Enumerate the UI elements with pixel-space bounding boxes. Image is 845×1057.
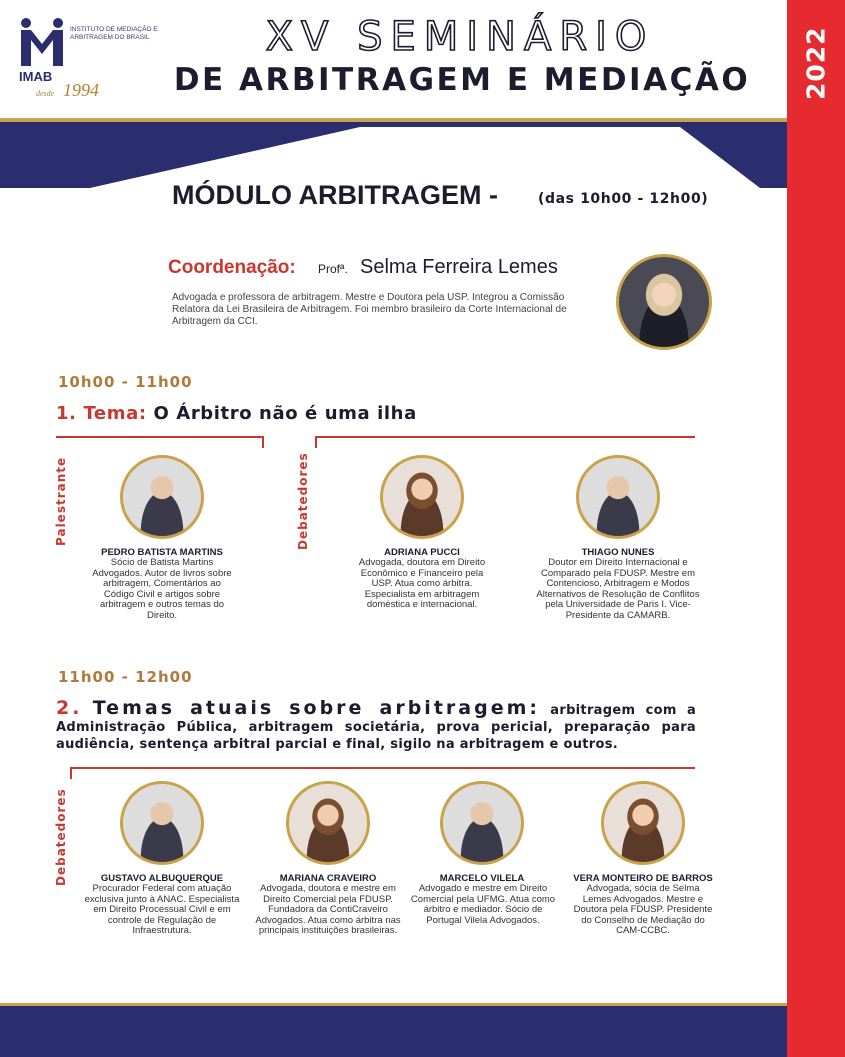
debater-bio: Advogada, doutora em Direito Econômico e Financeiro pela USP. Atua como árbitra. Especialista em arbitragem doméstica e internacional.	[358, 557, 486, 610]
debater-avatar	[440, 781, 524, 865]
session1-time: 10h00 - 11h00	[58, 373, 193, 391]
session1-number: 1.	[56, 403, 77, 424]
header-band	[0, 122, 787, 188]
seminar-title-line2: DE ARBITRAGEM E MEDIAÇÃO	[173, 62, 751, 98]
speaker-bracket-line	[56, 436, 262, 438]
session2-topic	[56, 697, 697, 753]
debater-bio: Advogada, sócia de Selma Lemes Advogados. Mestre e Doutora pela FDUSP. Presidente do Conselho de Mediação do CAM-CCBC.	[573, 883, 713, 936]
imab-logo-icon	[18, 16, 66, 68]
session1-topic-text: O Árbitro não é uma ilha	[153, 403, 417, 424]
debater-name: THIAGO NUNES	[581, 547, 655, 558]
debater-avatar	[576, 455, 660, 539]
side-band	[787, 0, 845, 1057]
debater-name: GUSTAVO ALBUQUERQUE	[100, 873, 224, 884]
speaker-name: PEDRO BATISTA MARTINS	[101, 547, 223, 558]
speaker-bracket-tick	[262, 436, 264, 448]
debaters-bracket-line	[315, 436, 695, 438]
session2-time: 11h00 - 12h00	[58, 668, 193, 686]
logo-desde: desde	[36, 89, 55, 98]
debater-name: MARIANA CRAVEIRO	[279, 873, 377, 884]
coordination-label: Coordenação:	[168, 257, 296, 278]
session2-topic-detail: arbitragem com a Administração Pública, arbitragem societária, prova pericial, preparação para audiência, sentença arbitral parcial e final, sigilo na arbitragem e outros.	[56, 703, 697, 752]
coordinator-name: Selma Ferreira Lemes	[360, 256, 558, 278]
debater-avatar	[120, 781, 204, 865]
speaker-avatar	[120, 455, 204, 539]
logo-institute-text: INSTITUTO DE MEDIAÇÃO E ARBITRAGEM DO BRASIL	[70, 26, 158, 41]
debater-bio: Advogado e mestre em Direito Comercial pela UFMG. Atua como árbitro e mediador. Sócio de Portugal Vilela Advogados.	[410, 883, 556, 926]
module-time: (das 10h00 - 12h00)	[538, 191, 709, 207]
debater-bio: Procurador Federal com atuação exclusiva junto à ANAC. Especialista em Direito Processual Civil e em controle de Regulação de Infraestrutura.	[84, 883, 240, 936]
session2-bracket-tick	[70, 767, 72, 779]
session2-number: 2.	[56, 697, 83, 719]
logo-year: 1994	[63, 80, 99, 100]
debater-name: VERA MONTEIRO DE BARROS	[573, 873, 713, 884]
session1-topic	[56, 403, 417, 424]
debater-avatar	[601, 781, 685, 865]
debaters-role-label: Debatedores	[296, 452, 310, 550]
session2-bracket-line	[70, 767, 695, 769]
coordinator-prefix: Profª.	[318, 262, 348, 276]
session1-label: Tema:	[83, 403, 147, 424]
session2-topic-main: Temas atuais sobre arbitragem:	[92, 697, 540, 719]
debater-avatar	[286, 781, 370, 865]
module-title: MÓDULO ARBITRAGEM -	[172, 180, 498, 210]
debaters-bracket-tick	[315, 436, 317, 448]
debater-bio: Doutor em Direito Internacional e Comparado pela FDUSP. Mestre em Contencioso, Arbitragem e Modos Alternativos de Resolução de Conflitos pela Universidade de Paris I. Vice-Presidente da CAMARB.	[536, 557, 700, 621]
debater-name: ADRIANA PUCCI	[384, 547, 460, 558]
speaker-role-label: Palestrante	[54, 456, 68, 546]
session2-debaters-role-label: Debatedores	[54, 788, 68, 886]
debater-bio: Advogada, doutora e mestre em Direito Comercial pela FDUSP. Fundadora da ContiCraveiro Advogados. Atua como árbitra nas principais instituições brasileiras.	[255, 883, 401, 936]
coordinator-avatar	[616, 254, 712, 350]
logo-abbreviation: IMAB	[19, 69, 53, 84]
year-label: 2022	[801, 26, 831, 100]
debater-avatar	[380, 455, 464, 539]
footer-band	[0, 1006, 787, 1057]
speaker-bio: Sócio de Batista Martins Advogados. Autor de livros sobre arbitragem, Comentários ao Código Civil e artigos sobre arbitragem e outros temas do Direito.	[92, 557, 232, 621]
debater-name: MARCELO VILELA	[439, 873, 525, 884]
imab-logo	[18, 14, 168, 104]
coordinator-bio: Advogada e professora de arbitragem. Mestre e Doutora pela USP. Integrou a Comissão Relatora da Lei Brasileira de Arbitragem. Foi membro brasileiro da Corte Internacional de Arbitragem da CCI.	[172, 292, 567, 327]
seminar-title-line1: XV SEMINÁRIO	[265, 14, 655, 60]
